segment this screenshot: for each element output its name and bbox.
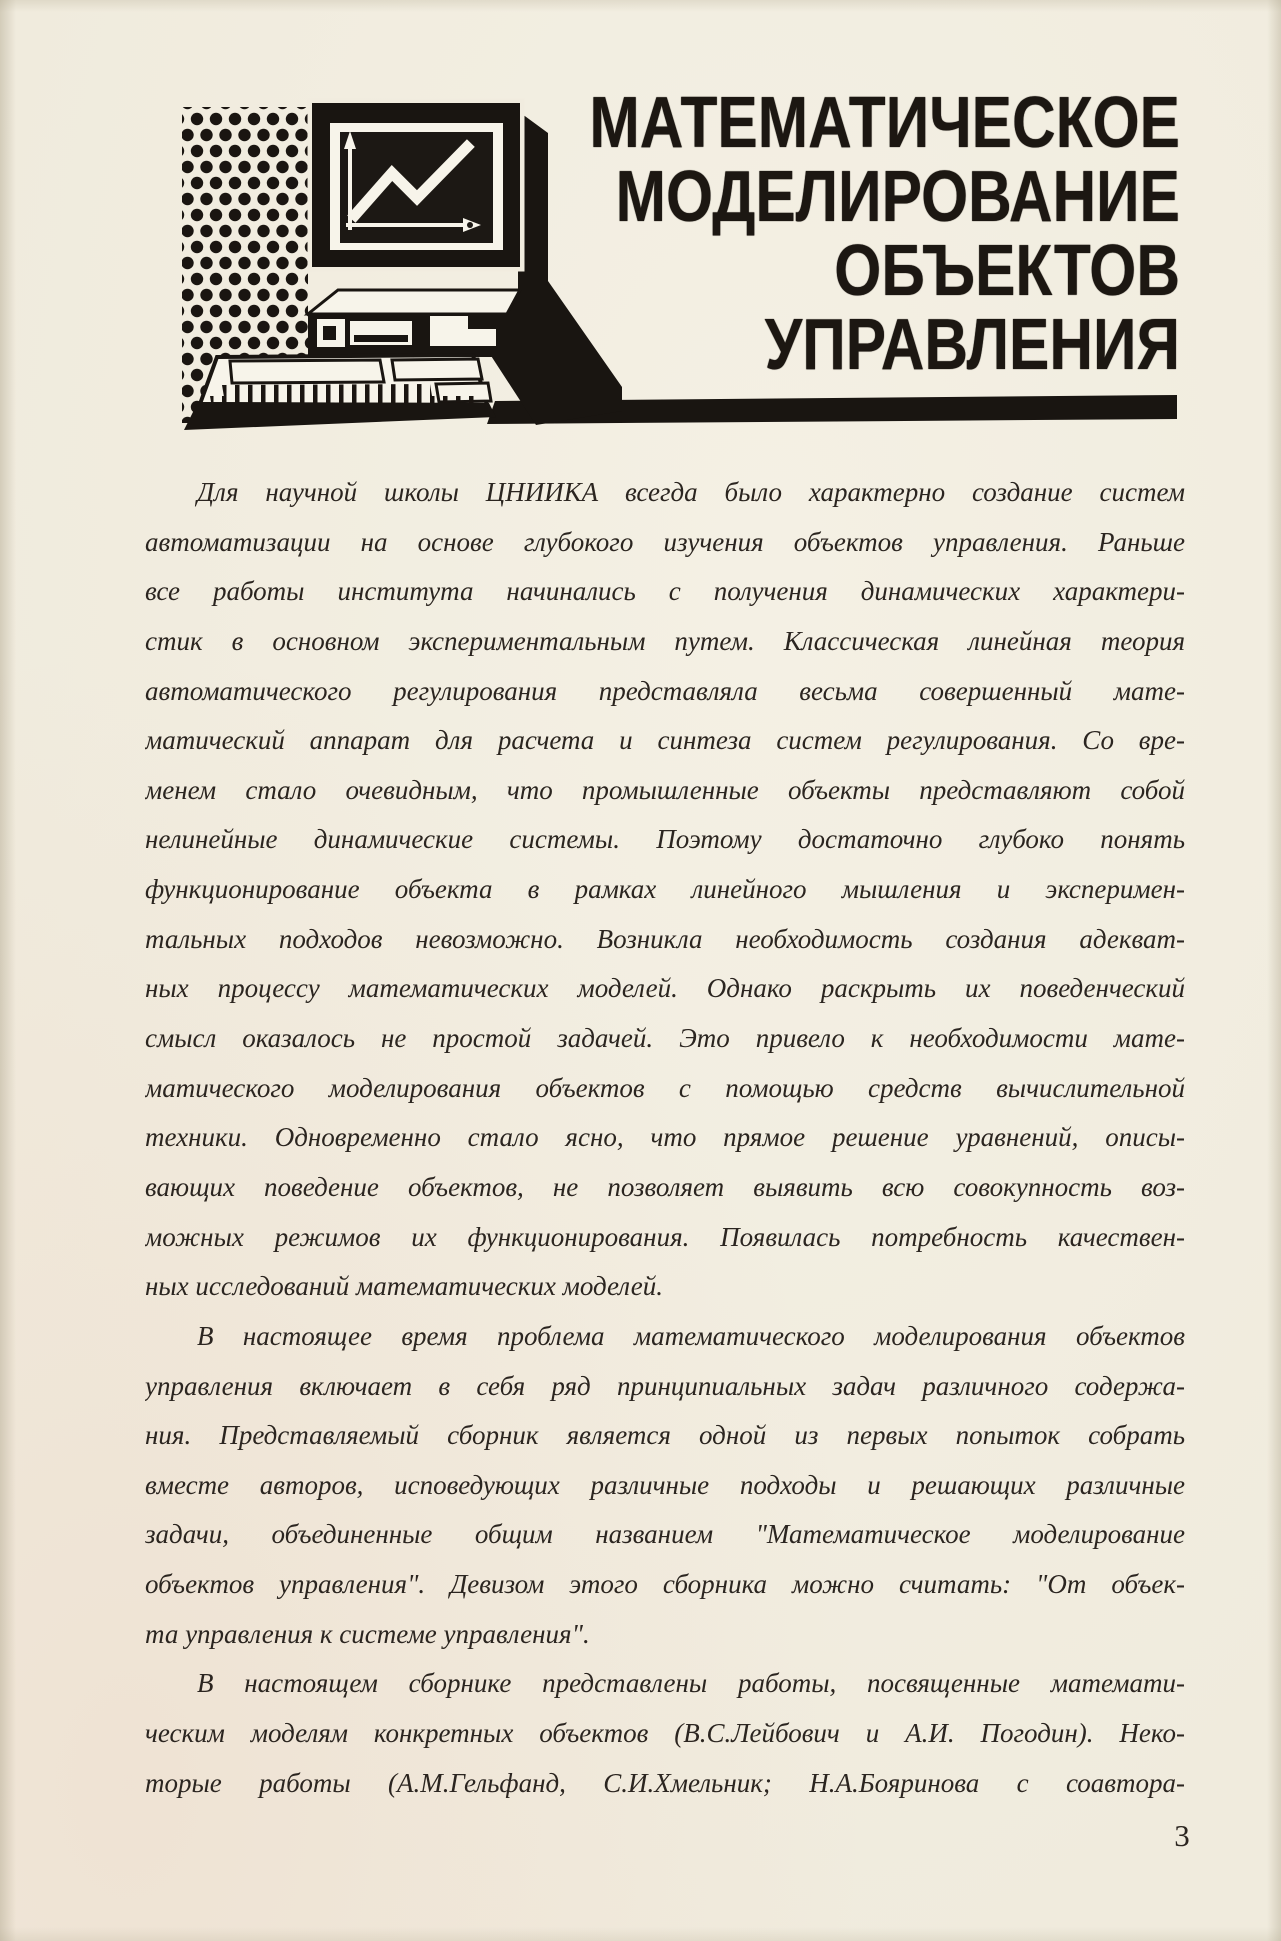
body-text-line: стик в основном экспериментальным путем. Классическая линейная теория: [145, 625, 1185, 656]
body-text-line: В настоящее время проблема математического моделирования объектов: [197, 1320, 1185, 1351]
body-text-line: Для научной школы ЦНИИКА всегда было характерно создание систем: [197, 477, 1185, 507]
body-text-line: матического моделирования объектов с помощью средств вычислительной: [145, 1072, 1185, 1103]
body-text-line: та управления к системе управления".: [145, 1618, 590, 1649]
body-text-line: вающих поведение объектов, не позволяет выявить всю совокупность воз-: [145, 1171, 1185, 1202]
body-text-line: функционирование объекта в рамках линейного мышления и эксперимен-: [145, 874, 1185, 905]
body-text-line: объектов управления". Девизом этого сборника можно считать: "От объек-: [145, 1569, 1185, 1600]
body-text-line: ния. Представляемый сборник является одной из первых попыток собрать: [145, 1420, 1185, 1451]
body-text-line: торые работы (А.М.Гельфанд, С.И.Хмельник; Н.А.Бояринова с соавтора-: [145, 1767, 1185, 1798]
page-body-text: [145, 468, 1185, 1808]
book-title-line: МАТЕМАТИЧЕСКОЕ: [589, 83, 1180, 163]
body-text-line: техники. Одновременно стало ясно, что прямое решение уравнений, описы-: [145, 1122, 1185, 1153]
body-text-line: ных процессу математических моделей. Однако раскрыть их поведенческий: [145, 973, 1185, 1004]
body-text-line: В настоящем сборнике представлены работы, посвященные математи-: [197, 1668, 1185, 1699]
body-text-line: ческим моделям конкретных объектов (В.С.Лейбович и А.И. Погодин). Неко-: [145, 1718, 1185, 1749]
keyboard-front-edge: [184, 402, 496, 430]
body-text-line: ных исследований математических моделей.: [145, 1271, 663, 1302]
body-text-line: менем стало очевидным, что промышленные объекты представляют собой: [145, 774, 1185, 805]
body-text-line: матический аппарат для расчета и синтеза систем регулирования. Со вре-: [145, 725, 1185, 756]
body-text-line: нелинейные динамические системы. Поэтому достаточно глубоко понять: [145, 824, 1185, 855]
book-title-line: УПРАВЛЕНИЯ: [764, 305, 1180, 385]
body-text-line: задачи, объединенные общим названием "Математическое моделирование: [145, 1519, 1185, 1550]
book-title-line: МОДЕЛИРОВАНИЕ: [615, 157, 1180, 237]
body-text-line: можных режимов их функционирования. Появилась потребность качествен-: [145, 1221, 1185, 1252]
body-text-line: управления включает в себя ряд принципиальных задач различного содержа-: [145, 1370, 1185, 1401]
body-text-line: все работы института начинались с получения динамических характери-: [145, 576, 1185, 607]
body-text-line: вместе авторов, исповедующих различные подходы и решающих различные: [145, 1469, 1185, 1500]
book-title-line: ОБЪЕКТОВ: [834, 231, 1180, 311]
book-title: [306, 83, 1180, 385]
page-number: 3: [1174, 1818, 1190, 1853]
body-text-line: автоматизации на основе глубокого изучения объектов управления. Раньше: [145, 526, 1185, 557]
body-text-line: тальных подходов невозможно. Возникла необходимость создания адекват-: [145, 923, 1185, 954]
body-text-line: автоматического регулирования представляла весьма совершенный мате-: [145, 675, 1185, 706]
keyboard-key-row: [222, 384, 432, 397]
body-text-line: смысл оказалось не простой задачей. Это привело к необходимости мате-: [145, 1023, 1185, 1054]
